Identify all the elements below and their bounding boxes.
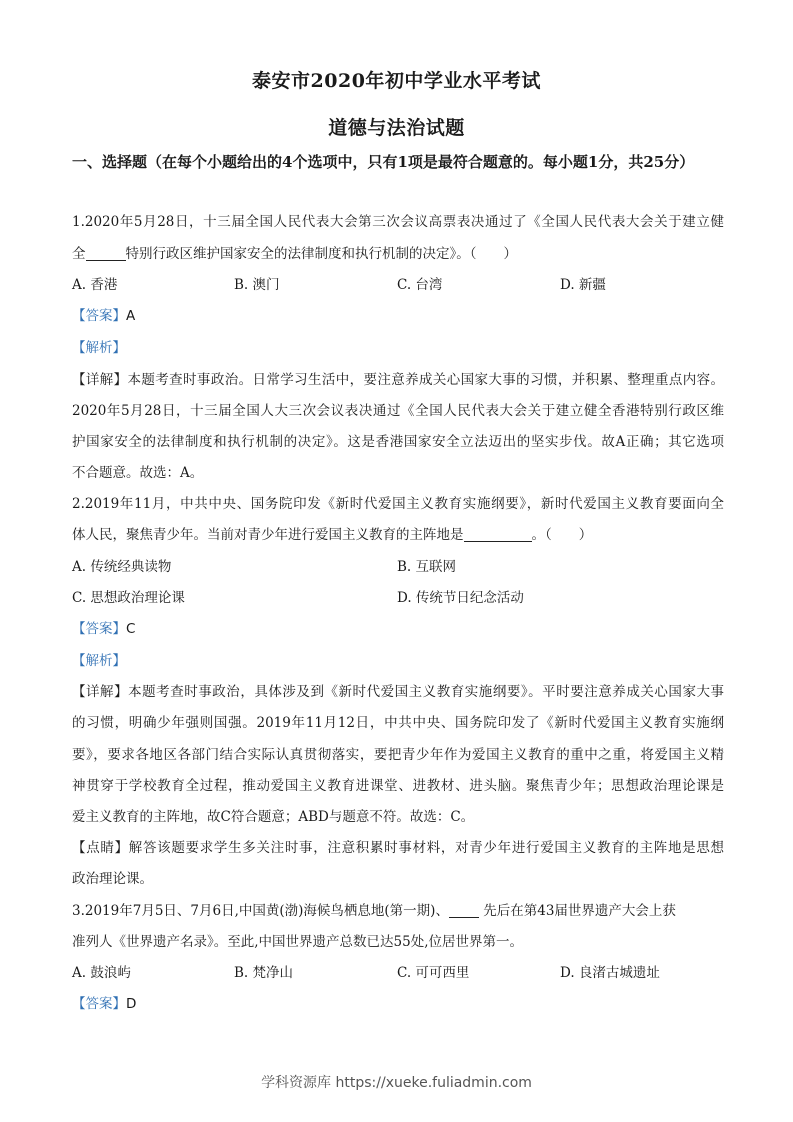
exam-title: 泰安市2020年初中学业水平考试	[252, 70, 541, 92]
q2-stem-part-b: 。（ ）	[531, 527, 593, 543]
answer-label: 【答案】	[72, 996, 126, 1012]
q3-option-d: D. 良渚古城遗址	[560, 965, 660, 981]
q3-option-a: A. 鼓浪屿	[72, 965, 131, 981]
q3-option-c: C. 可可西里	[397, 965, 470, 981]
q2-answer	[72, 620, 724, 638]
q2-option-c: C. 思想政治理论课	[72, 590, 185, 606]
q2-comment-text1: 解答该题要求学生多关注时事，注意积累时事材料，对青少年进行爱国主义教育的主阵地是思想	[128, 840, 725, 856]
q1-stem-part-a: 全	[72, 246, 86, 262]
q2-option-a: A. 传统经典读物	[72, 559, 172, 575]
q2-option-b: B. 互联网	[397, 559, 457, 575]
q3-stem-part-a: 3.2019年7月5日、7月6日,中国黄(渤)海候鸟栖息地(第一期)、	[72, 903, 449, 919]
q2-detail-line1	[72, 683, 724, 701]
footer-watermark: 学科资源库 https://xueke.fuliadmin.com	[261, 1075, 532, 1091]
answer-label: 【答案】	[72, 621, 126, 637]
q1-answer-blank	[86, 246, 126, 261]
detail-label: 【详解】	[72, 372, 128, 388]
q3-stem-part-b: 先后在第43届世界遗产大会上获	[478, 903, 676, 919]
q1-stem-line1: 1.2020年5月28日，十三届全国人民代表大会第三次会议高票表决通过了《全国人民代表大会关于建立健	[72, 214, 724, 230]
q1-option-d: D. 新疆	[560, 277, 606, 293]
q1-option-a: A. 香港	[72, 277, 118, 293]
q1-detail-line3: 护国家安全的法律制度和执行机制的决定》。这是香港国家安全立法迈出的坚实步伐。故A正确；其它选项	[72, 434, 724, 450]
comment-label: 【点睛】	[72, 840, 129, 856]
q1-option-c: C. 台湾	[397, 277, 443, 293]
q1-detail-line1	[72, 371, 724, 389]
q1-answer	[72, 307, 724, 325]
q1-detail-text1: 本题考查时事政治。日常学习生活中，要注意养成关心国家大事的习惯，并积累、整理重点内容。	[127, 372, 725, 388]
q2-detail-text1: 本题考查时事政治，具体涉及到《新时代爱国主义教育实施纲要》。平时要注意养成关心国家大事	[128, 684, 724, 700]
q1-stem-line2	[72, 245, 724, 263]
q2-analysis	[72, 652, 724, 670]
q2-option-d: D. 传统节日纪念活动	[397, 590, 524, 606]
q3-answer-blank	[449, 903, 479, 918]
q3-answer	[72, 995, 724, 1013]
analysis-label: 【解析】	[72, 340, 126, 356]
q2-detail-line3: 要》，要求各地区各部门结合实际认真贯彻落实，要把青少年作为爱国主义教育的重中之重，将爱国主义精	[72, 747, 724, 763]
q1-option-b: B. 澳门	[234, 277, 280, 293]
q1-detail-line2: 2020年5月28日，十三届全国人大三次会议表决通过《全国人民代表大会关于建立健全香港特别行政区维	[72, 403, 724, 419]
q2-detail-line4: 神贯穿于学校教育全过程，推动爱国主义教育进课堂、进教材、进头脑。聚焦青少年；思想政治理论课是	[72, 778, 724, 794]
q3-stem-line1	[72, 902, 724, 920]
detail-label: 【详解】	[72, 684, 129, 700]
q2-answer-value: C	[126, 621, 136, 637]
section-heading: 一、选择题（在每个小题给出的4个选项中，只有1项是最符合题意的。每小题1分，共25分）	[72, 153, 695, 171]
exam-subtitle: 道德与法治试题	[328, 117, 465, 139]
q3-stem-line2: 准列人《世界遗产名录》。至此,中国世界遗产总数已达55处,位居世界第一。	[72, 934, 524, 950]
q1-detail-line4: 不合题意。故选：A。	[72, 465, 204, 481]
analysis-label: 【解析】	[72, 653, 126, 669]
q1-analysis	[72, 339, 724, 357]
q1-answer-value: A	[126, 308, 136, 324]
q2-stem-part-a: 体人民，聚焦青少年。当前对青少年进行爱国主义教育的主阵地是	[72, 527, 464, 543]
q2-comment-line2: 政治理论课。	[72, 871, 153, 887]
answer-label: 【答案】	[72, 308, 126, 324]
q2-stem-line1: 2.2019年11月，中共中央、国务院印发《新时代爱国主义教育实施纲要》，新时代爱国主义教育要面向全	[72, 496, 724, 512]
q2-stem-line2	[72, 526, 724, 544]
q2-comment-line1	[72, 839, 724, 857]
q2-answer-blank	[464, 527, 532, 542]
q3-answer-value: D	[126, 996, 137, 1012]
q3-option-b: B. 梵净山	[234, 965, 294, 981]
q2-detail-line2: 的习惯，明确少年强则国强。2019年11月12日，中共中央、国务院印发了《新时代爱国主义教育实施纲	[72, 715, 724, 731]
q1-stem-part-b: 特别行政区维护国家安全的法律制度和执行机制的决定》。（ ）	[125, 246, 517, 262]
q2-detail-line5: 爱主义教育的主阵地，故C符合题意；ABD与题意不符。故选：C。	[72, 809, 475, 825]
